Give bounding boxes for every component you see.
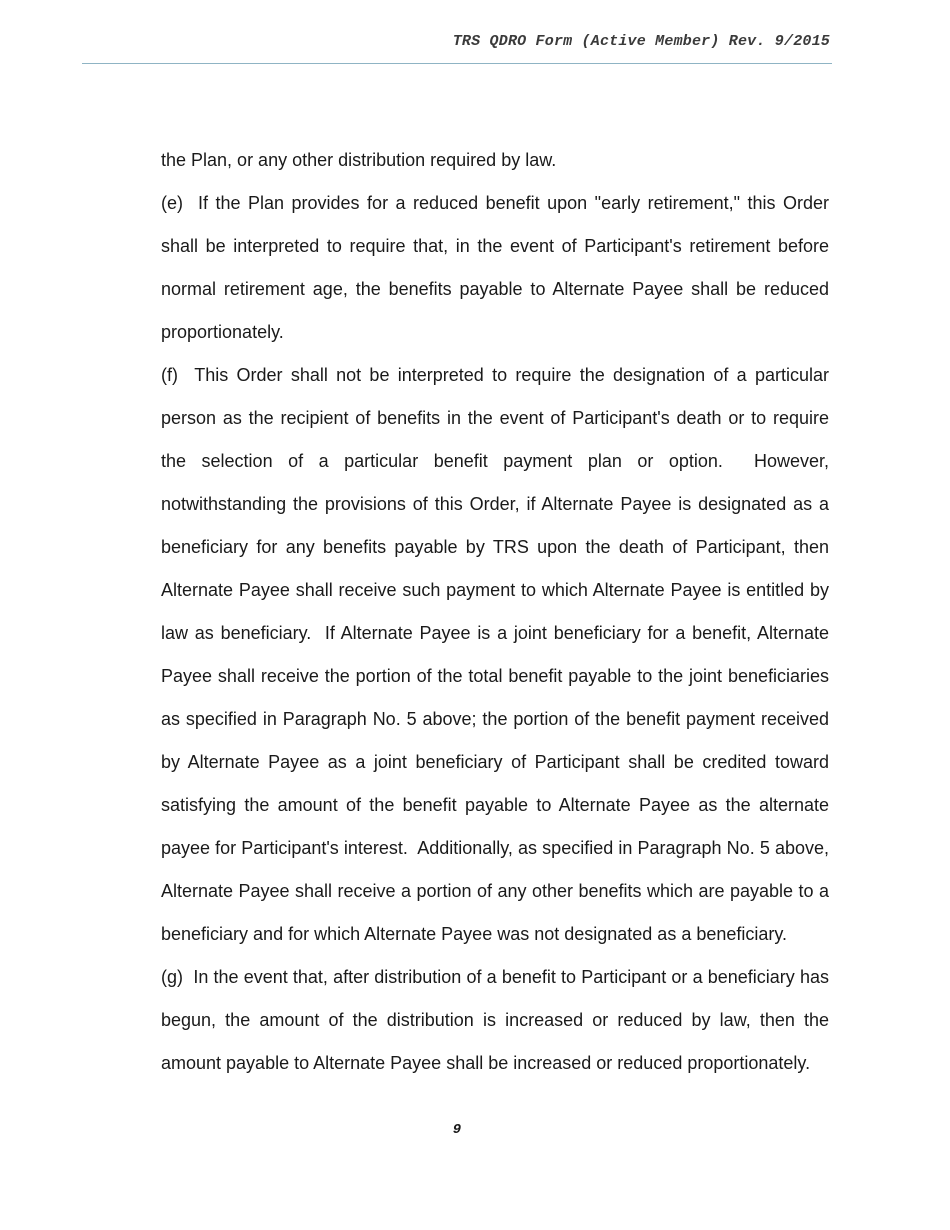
page-number: 9 bbox=[452, 1122, 462, 1138]
paragraph-g: (g) In the event that, after distribution of a benefit to Participant or a beneficiary has begun, the amount of the distribution is increased or reduced by law, then the amount payable to Alternate Payee shall be increased or reduced proportionately. bbox=[161, 967, 835, 1073]
paragraph-continuation: the Plan, or any other distribution required by law. bbox=[161, 150, 557, 170]
page-header-title: TRS QDRO Form (Active Member) Rev. 9/2015 bbox=[452, 33, 830, 50]
document-body bbox=[161, 139, 835, 1085]
header-divider bbox=[82, 63, 832, 64]
paragraph-e: (e) If the Plan provides for a reduced benefit upon "early retirement," this Order shall be interpreted to require that, in the event of Participant's retirement before normal retirement age, the benefits payable to Alternate Payee shall be reduced proportionately. bbox=[161, 193, 835, 342]
paragraph-f: (f) This Order shall not be interpreted to require the designation of a particular person as the recipient of benefits in the event of Participant's death or to require the selection of a particular benefit payment plan or option. However, notwithstanding the provisions of this Order, if Alternate Payee is designated as a beneficiary for any benefits payable by TRS upon the death of Participant, then Alternate Payee shall receive such payment to which Alternate Payee is entitled by law as beneficiary. If Alternate Payee is a joint beneficiary for a benefit, Alternate Payee shall receive the portion of the total benefit payable to the joint beneficiaries as specified in Paragraph No. 5 above; the portion of the benefit payment received by Alternate Payee as a joint beneficiary of Participant shall be credited toward satisfying the amount of the benefit payable to Alternate Payee as the alternate payee for Participant's interest. Additionally, as specified in Paragraph No. 5 above, Alternate Payee shall receive a portion of any other benefits which are payable to a beneficiary and for which Alternate Payee was not designated as a beneficiary. bbox=[161, 365, 835, 944]
